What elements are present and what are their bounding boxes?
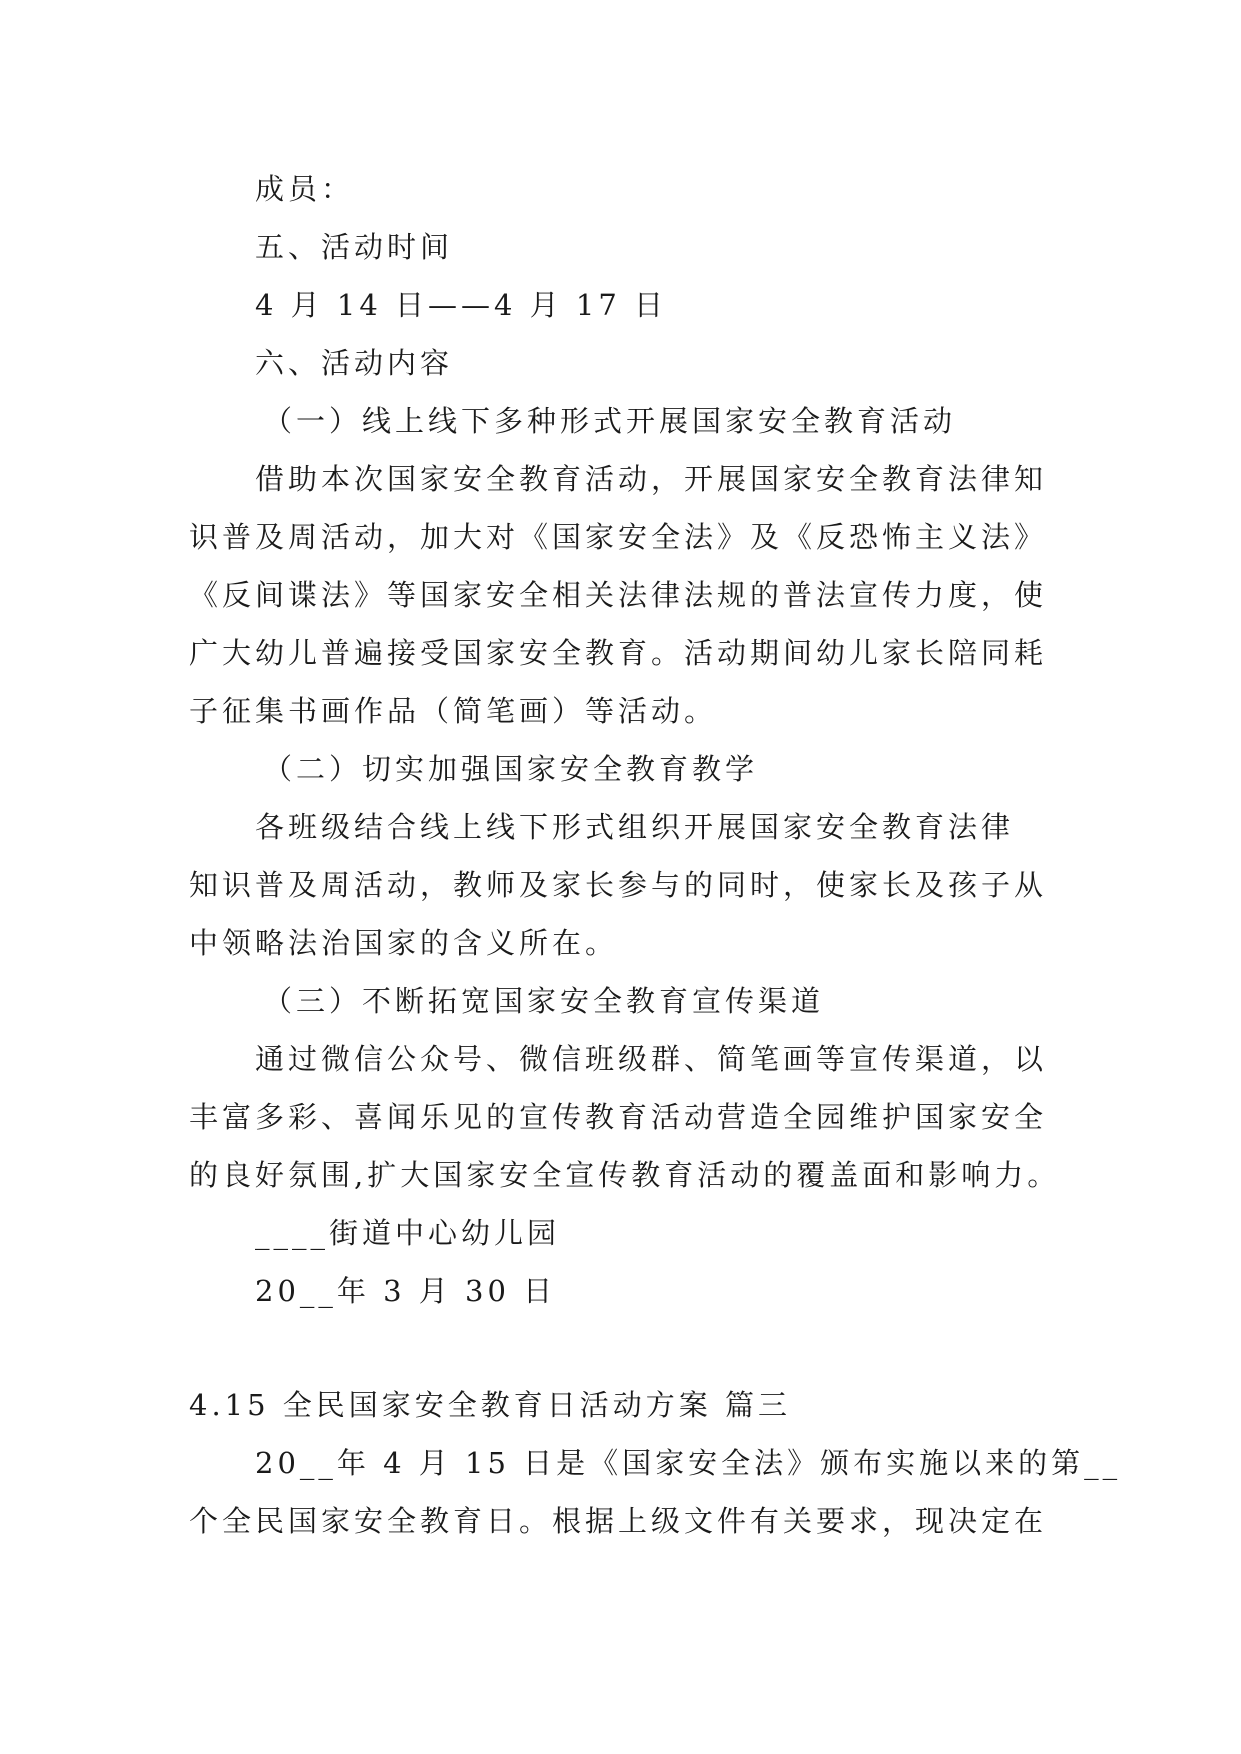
text-line: ____街道中心幼儿园: [255, 1216, 561, 1250]
text-line: 识普及周活动，加大对《国家安全法》及《反恐怖主义法》: [189, 520, 1048, 554]
text-line: 子征集书画作品（简笔画）等活动。: [189, 694, 718, 728]
text-line: 4 月 14 日——4 月 17 日: [255, 288, 668, 322]
document-body: [189, 160, 1122, 1550]
text-line: 各班级结合线上线下形式组织开展国家安全教育法律: [255, 810, 1015, 844]
text-line: 20__年 4 月 15 日是《国家安全法》颁布实施以来的第__: [255, 1446, 1122, 1480]
text-line: （二）切实加强国家安全教育教学: [263, 752, 759, 786]
text-line: 六、活动内容: [255, 346, 454, 380]
text-line: 借助本次国家安全教育活动，开展国家安全教育法律知: [255, 462, 1048, 496]
text-line: 中领略法治国家的含义所在。: [189, 926, 619, 960]
text-line: 成员：: [255, 172, 355, 206]
section-gap: [189, 1320, 1059, 1376]
text-line: 个全民国家安全教育日。根据上级文件有关要求，现决定在: [189, 1504, 1048, 1538]
text-line: （三）不断拓宽国家安全教育宣传渠道: [263, 984, 825, 1018]
text-line: （一）线上线下多种形式开展国家安全教育活动: [263, 404, 957, 438]
text-line: 知识普及周活动，教师及家长参与的同时，使家长及孩子从: [189, 868, 1048, 902]
text-line: 20__年 3 月 30 日: [255, 1274, 557, 1308]
text-line: 丰富多彩、喜闻乐见的宣传教育活动营造全园维护国家安全: [189, 1100, 1048, 1134]
section-title: 4.15 全民国家安全教育日活动方案 篇三: [189, 1388, 792, 1422]
text-line: 通过微信公众号、微信班级群、简笔画等宣传渠道，以: [255, 1042, 1048, 1076]
text-line: 广大幼儿普遍接受国家安全教育。活动期间幼儿家长陪同耗: [189, 636, 1048, 670]
text-line: 的良好氛围,扩大国家安全宣传教育活动的覆盖面和影响力。: [189, 1158, 1061, 1192]
text-line: 《反间谍法》等国家安全相关法律法规的普法宣传力度，使: [189, 578, 1048, 612]
text-line: 五、活动时间: [255, 230, 454, 264]
